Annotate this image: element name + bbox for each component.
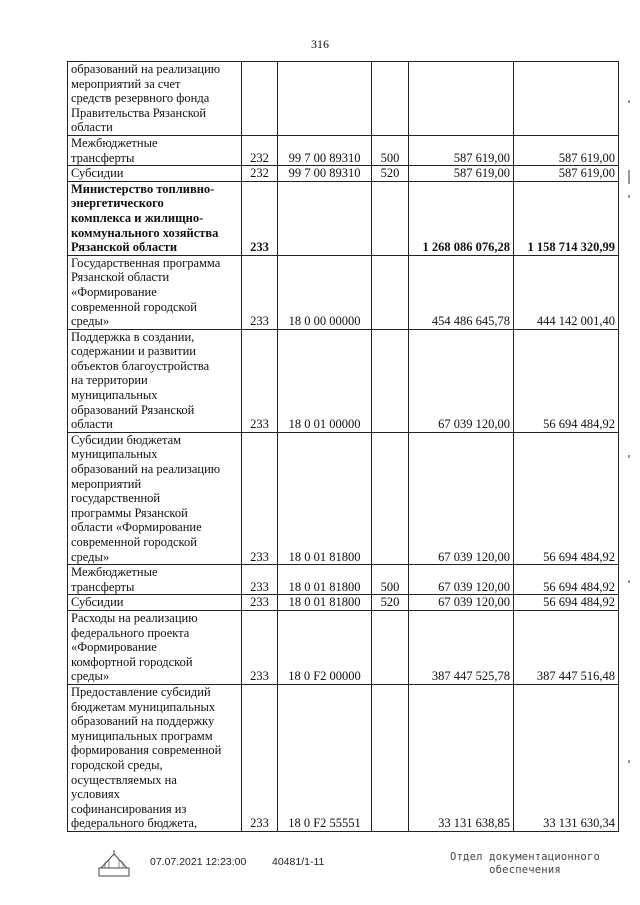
row-vr-code xyxy=(372,62,409,136)
row-vr-code: 500 xyxy=(372,565,409,595)
row-ved-code: 233 xyxy=(242,255,278,329)
row-name xyxy=(68,329,242,432)
row-sum-executed: 1 158 714 320,99 xyxy=(514,181,619,255)
row-sum-2021: 67 039 120,00 xyxy=(409,595,514,611)
row-csr-code: 18 0 01 81800 xyxy=(278,565,372,595)
row-sum-executed xyxy=(514,62,619,136)
footer-doc-number: 40481/1-11 xyxy=(272,856,325,868)
row-sum-executed: 56 694 484,92 xyxy=(514,432,619,564)
row-sum-2021: 67 039 120,00 xyxy=(409,565,514,595)
row-name-line: Межбюджетные xyxy=(71,565,158,580)
row-name xyxy=(68,166,242,182)
row-vr-code xyxy=(372,329,409,432)
row-name-line: «Формирование xyxy=(71,640,157,655)
budget-table xyxy=(67,61,619,832)
footer-department-line: обеспечения xyxy=(489,864,561,876)
row-sum-2021 xyxy=(409,62,514,136)
row-name-line: государственной xyxy=(71,491,161,506)
row-name-line: среды» xyxy=(71,549,110,564)
row-name-line: области xyxy=(71,417,113,432)
row-ved-code: 233 xyxy=(242,329,278,432)
row-sum-executed: 444 142 001,40 xyxy=(514,255,619,329)
row-csr-code: 18 0 01 81800 xyxy=(278,595,372,611)
row-name xyxy=(68,432,242,564)
row-name xyxy=(68,684,242,831)
row-name xyxy=(68,255,242,329)
row-name-line: осуществляемых на xyxy=(71,772,177,787)
row-name-line: области «Формирование xyxy=(71,520,202,535)
row-ved-code: 233 xyxy=(242,432,278,564)
row-sum-executed: 587 619,00 xyxy=(514,166,619,182)
table-row xyxy=(68,565,619,595)
row-ved-code xyxy=(242,62,278,136)
row-sum-executed: 56 694 484,92 xyxy=(514,329,619,432)
row-name-line: Субсидии xyxy=(71,595,124,610)
row-name-line: Расходы на реализацию xyxy=(71,610,198,625)
row-name-line: содержании и развитии xyxy=(71,344,196,359)
row-ved-code: 233 xyxy=(242,565,278,595)
footer-datetime: 07.07.2021 12:23:00 xyxy=(150,856,247,868)
row-name-line: Рязанской области xyxy=(71,270,170,285)
row-name xyxy=(68,565,242,595)
row-sum-executed: 56 694 484,92 xyxy=(514,565,619,595)
row-sum-executed: 587 619,00 xyxy=(514,135,619,165)
row-ved-code: 233 xyxy=(242,181,278,255)
row-vr-code: 500 xyxy=(372,135,409,165)
table-row xyxy=(68,684,619,831)
row-name-line: на территории xyxy=(71,373,148,388)
row-vr-code xyxy=(372,432,409,564)
row-name-line: среды» xyxy=(71,314,110,329)
row-name-line: среды» xyxy=(71,669,110,684)
row-ved-code: 232 xyxy=(242,135,278,165)
row-ved-code: 233 xyxy=(242,684,278,831)
row-name xyxy=(68,62,242,136)
margin-scan-marks xyxy=(626,60,632,780)
row-vr-code: 520 xyxy=(372,595,409,611)
row-name-line: программы Рязанской xyxy=(71,505,188,520)
row-sum-2021: 387 447 525,78 xyxy=(409,610,514,684)
table-row xyxy=(68,166,619,182)
row-name-line: трансферты xyxy=(71,150,135,165)
row-csr-code: 18 0 F2 00000 xyxy=(278,610,372,684)
table-row xyxy=(68,329,619,432)
row-name-line: комфортной городской xyxy=(71,654,193,669)
row-sum-executed: 56 694 484,92 xyxy=(514,595,619,611)
footer-department xyxy=(440,851,610,877)
row-name-line: муниципальных программ xyxy=(71,728,213,743)
row-vr-code xyxy=(372,610,409,684)
row-sum-2021: 587 619,00 xyxy=(409,135,514,165)
row-name xyxy=(68,135,242,165)
row-name-line: образований на реализацию xyxy=(71,462,221,477)
row-csr-code: 18 0 F2 55551 xyxy=(278,684,372,831)
row-name-line: средств резервного фонда xyxy=(71,91,210,106)
row-ved-code: 233 xyxy=(242,610,278,684)
row-name-line: мероприятий xyxy=(71,476,142,491)
row-csr-code: 99 7 00 89310 xyxy=(278,166,372,182)
row-name xyxy=(68,181,242,255)
page-number: 316 xyxy=(311,37,329,51)
row-name-line: коммунального хозяйства xyxy=(71,225,219,240)
row-vr-code xyxy=(372,684,409,831)
table-row xyxy=(68,181,619,255)
row-name-line: образований на реализацию xyxy=(71,62,221,76)
row-name-line: бюджетам муниципальных xyxy=(71,699,216,714)
row-name-line: Правительства Рязанской xyxy=(71,105,207,120)
table-row xyxy=(68,610,619,684)
row-name-line: Межбюджетные xyxy=(71,135,158,150)
row-csr-code xyxy=(278,62,372,136)
table-row xyxy=(68,62,619,136)
row-vr-code xyxy=(372,181,409,255)
row-csr-code: 18 0 00 00000 xyxy=(278,255,372,329)
row-ved-code: 233 xyxy=(242,595,278,611)
row-name-line: городской среды, xyxy=(71,757,163,772)
row-vr-code xyxy=(372,255,409,329)
row-sum-executed: 33 131 630,34 xyxy=(514,684,619,831)
row-name-line: Субсидии бюджетам xyxy=(71,432,182,447)
emblem-logo xyxy=(97,848,131,878)
row-csr-code: 99 7 00 89310 xyxy=(278,135,372,165)
footer-department-line: Отдел документационного xyxy=(450,851,600,863)
row-ved-code: 232 xyxy=(242,166,278,182)
row-name xyxy=(68,610,242,684)
row-name-line: объектов благоустройства xyxy=(71,358,210,373)
table-row xyxy=(68,135,619,165)
row-name-line: Государственная программа xyxy=(71,255,221,270)
row-csr-code: 18 0 01 00000 xyxy=(278,329,372,432)
row-name-line: Предоставление субсидий xyxy=(71,684,211,699)
row-name-line: образований на поддержку xyxy=(71,714,215,729)
row-name-line: Поддержка в создании, xyxy=(71,329,195,344)
row-sum-2021: 33 131 638,85 xyxy=(409,684,514,831)
table-row xyxy=(68,255,619,329)
row-name-line: муниципальных xyxy=(71,447,158,462)
row-name-line: современной городской xyxy=(71,299,197,314)
row-name-line: образований Рязанской xyxy=(71,402,195,417)
row-name-line: Министерство топливно- xyxy=(71,181,215,196)
row-sum-2021: 454 486 645,78 xyxy=(409,255,514,329)
row-name-line: софинансирования из xyxy=(71,801,187,816)
row-name-line: области xyxy=(71,120,113,135)
row-sum-2021: 67 039 120,00 xyxy=(409,432,514,564)
row-sum-2021: 587 619,00 xyxy=(409,166,514,182)
row-csr-code: 18 0 01 81800 xyxy=(278,432,372,564)
table-row xyxy=(68,595,619,611)
row-name-line: мероприятий за счет xyxy=(71,76,181,91)
row-sum-2021: 67 039 120,00 xyxy=(409,329,514,432)
row-name-line: «Формирование xyxy=(71,284,157,299)
row-name-line: федерального проекта xyxy=(71,625,190,640)
row-name-line: условиях xyxy=(71,787,120,802)
row-name-line: современной городской xyxy=(71,535,197,549)
row-name-line: трансферты xyxy=(71,579,135,594)
row-name-line: формирования современной xyxy=(71,743,222,758)
row-csr-code xyxy=(278,181,372,255)
row-name-line: федерального бюджета, xyxy=(71,816,198,831)
row-name-line: энергетического xyxy=(71,196,164,211)
row-sum-2021: 1 268 086 076,28 xyxy=(409,181,514,255)
row-name-line: Рязанской области xyxy=(71,240,178,255)
row-vr-code: 520 xyxy=(372,166,409,182)
row-name-line: Субсидии xyxy=(71,166,124,181)
row-name-line: муниципальных xyxy=(71,388,158,403)
row-name-line: комплекса и жилищно- xyxy=(71,210,204,225)
row-name xyxy=(68,595,242,611)
row-sum-executed: 387 447 516,48 xyxy=(514,610,619,684)
table-row xyxy=(68,432,619,564)
